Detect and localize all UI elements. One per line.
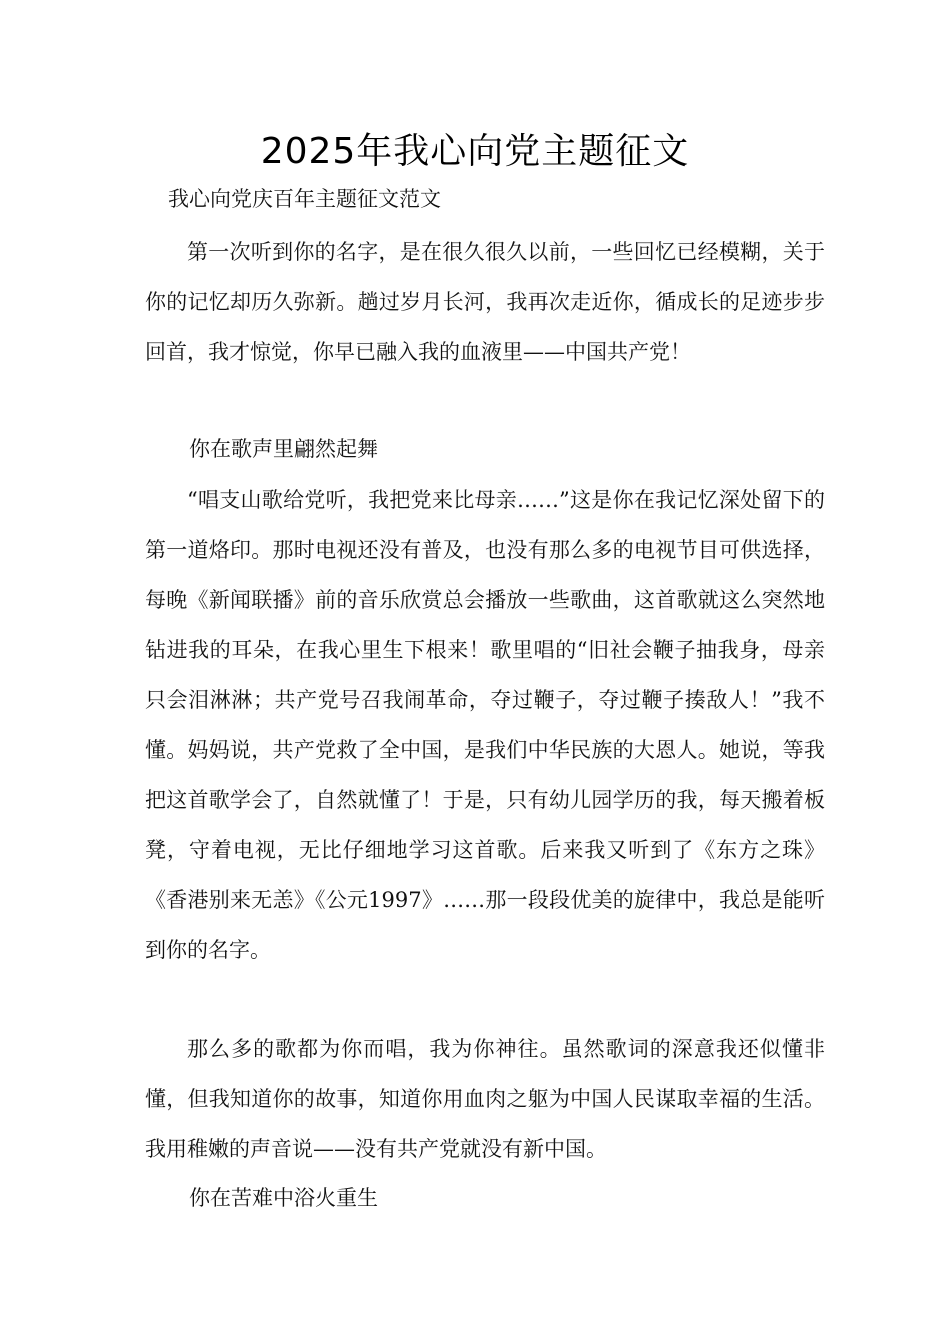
document-subtitle: 我心向党庆百年主题征文范文	[168, 187, 441, 211]
paragraph-1: 第一次听到你的名字，是在很久很久以前，一些回忆已经模糊，关于你的记忆却历久弥新。趟过岁月长河，我再次走近你，循成长的足迹步步回首，我才惊觉，你早已融入我的血液里——中国共产党！	[145, 240, 825, 364]
paragraph-2: “唱支山歌给党听，我把党来比母亲……”这是你在我记忆深处留下的第一道烙印。那时电视还没有普及，也没有那么多的电视节目可供选择，每晚《新闻联播》前的音乐欣赏总会播放一些歌曲，这首歌就这么突然地钻进我的耳朵，在我心里生下根来！歌里唱的“旧社会鞭子抽我身，母亲只会泪淋淋；共产党号召我闹革命，夺过鞭子，夺过鞭子揍敌人！”我不懂。妈妈说，共产党救了全中国，是我们中华民族的大恩人。她说，等我把这首歌学会了，自然就懂了！于是，只有幼儿园学历的我，每天搬着板凳，守着电视，无比仔细地学习这首歌。后来我又听到了《东方之珠》《香港别来无恙》《公元1997》……那一段段优美的旋律中，我总是能听到你的名字。	[145, 488, 825, 962]
section-heading-2: 你在苦难中浴火重生	[189, 1186, 378, 1210]
paragraph-3: 那么多的歌都为你而唱，我为你神往。虽然歌词的深意我还似懂非懂，但我知道你的故事，知道你用血肉之躯为中国人民谋取幸福的生活。我用稚嫩的声音说——没有共产党就没有新中国。	[145, 1037, 825, 1161]
section-heading-1: 你在歌声里翩然起舞	[189, 437, 378, 461]
document-title: 2025年我心向党主题征文	[260, 131, 690, 172]
